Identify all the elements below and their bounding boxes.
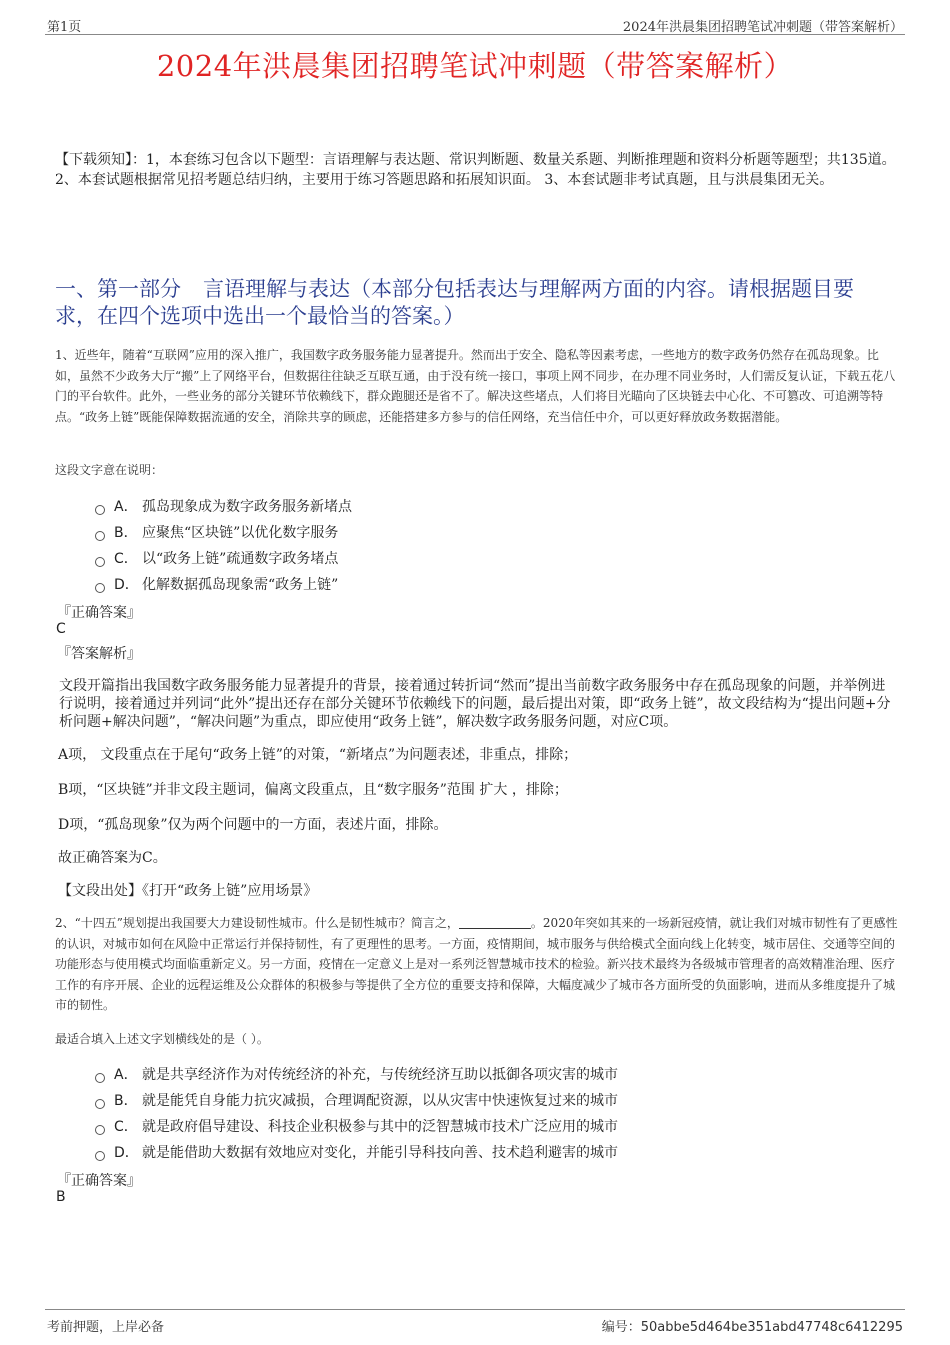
option-b[interactable]: B． 就是能凭自身能力抗灾减损，合理调配资源，以从灾害中快速恢复过来的城市: [95, 1090, 735, 1110]
option-a[interactable]: A． 就是共享经济作为对传统经济的补充，与传统经济互助以抵御各项灾害的城市: [95, 1064, 735, 1084]
radio-icon[interactable]: [95, 1099, 105, 1109]
page-header: [45, 14, 905, 35]
question-1-text: 1、近些年，随着“互联网”应用的深入推广，我国数字政务服务能力显著提升。然而出于安全、隐私等因素考虑，一些地方的数字政务仍然存在孤岛现象。比如，虽然不少政务大厅“搬”上了网络平台，但数据往往缺乏互联互通，由于没有统一接口，事项上网不同步，在办理不同业务时，人们需反复认证，下载五花八门的平台软件。此外，一些业务的部分关键环节依赖线下，群众跑腿还是省不了。解决这些堵点，人们将目光瞄向了区块链去中心化、不可篡改、可追溯等特点。“政务上链”既能保障数据流通的安全，消除共享的顾虑，还能搭建多方参与的信任网络，充当信任中介，可以更好释放政务数据潜能。: [55, 348, 896, 424]
radio-icon[interactable]: [95, 531, 105, 541]
radio-icon[interactable]: [95, 1151, 105, 1161]
correct-answer: C: [56, 621, 66, 637]
question-1-prompt: 这段文字意在说明：: [55, 463, 164, 477]
explain-option-a: A项， 文段重点在于尾句“政务上链”的对策，“新堵点”为问题表述，非重点，排除；: [58, 747, 578, 763]
explain-option-b: B项，“区块链”并非文段主题词，偏离文段重点，且“数字服务”范围 扩大 ，排除；: [58, 782, 568, 798]
option-b[interactable]: B． 应聚焦“区块链”以优化数字服务: [95, 522, 735, 542]
radio-icon[interactable]: [95, 557, 105, 567]
explain-option-d: D项，“孤岛现象”仅为两个问题中的一方面，表述片面，排除。: [58, 817, 448, 833]
option-c[interactable]: C． 以“政务上链”疏通数字政务堵点: [95, 548, 735, 568]
download-notice: 【下载须知】：1，本套练习包含以下题型：言语理解与表达题、常识判断题、数量关系题、判断推理题和资料分析题等题型；共135道。 2、本套试题根据常见招考题总结归纳，主要用于练习答题思路和拓展知识面。 3、本套试题非考试真题，且与洪晨集团无关。: [55, 152, 896, 188]
option-d[interactable]: D． 就是能借助大数据有效地应对变化，并能引导科技向善、技术趋利避害的城市: [95, 1142, 735, 1162]
answer-analysis: 文段开篇指出我国数字政务服务能力显著提升的背景，接着通过转折词“然而”提出当前数字政务服务中存在孤岛现象的问题，并举例进行说明，接着通过并列词“此外”提出还存在部分关键环节依赖线下的问题，最后提出对策，即“政务上链”，故文段结构为“提出问题+分析问题+解决问题”，“解决问题”为重点，即应使用“政务上链”，解决数字政务服务问题，对应C项。: [59, 678, 891, 730]
option-a[interactable]: A． 孤岛现象成为数字政务服务新堵点: [95, 496, 735, 516]
header-doc-title: 2024年洪晨集团招聘笔试冲刺题（带答案解析）: [622, 20, 903, 35]
section-part: 一、第一部分: [55, 277, 181, 301]
fill-blank: [459, 916, 531, 929]
text-source: 【文段出处】《打开“政务上链”应用场景》: [58, 883, 318, 899]
page-title: 2024年洪晨集团招聘笔试冲刺题（带答案解析）: [156, 49, 794, 83]
page-number: 第1页: [47, 20, 82, 35]
conclusion: 故正确答案为C。: [58, 850, 167, 866]
footer-code: 编号：50abbe5d464be351abd47748c6412295: [601, 1320, 903, 1335]
radio-icon[interactable]: [95, 1073, 105, 1083]
radio-icon[interactable]: [95, 505, 105, 515]
option-c[interactable]: C． 就是政府倡导建设、科技企业积极参与其中的泛智慧城市技术广泛应用的城市: [95, 1116, 735, 1136]
question-2-text: 2、“十四五”规划提出我国要大力建设韧性城市。什么是韧性城市？简言之， 。2020年突如其来的一场新冠疫情，就让我们对城市韧性有了更感性的认识，对城市如何在风险中正常运行并保持韧性，有了更理性的思考。一方面，疫情期间，城市服务与供给模式全面向线上化转变，城市居住、交通等空间的功能形态与使用模式均面临重新定义。另一方面，疫情在一定意义上是对一系列泛智慧城市技术的检验。新兴技术最终为各级城市管理者的高效精准治理、医疗工作的有序开展、企业的远程运维及公众群体的积极参与等提供了全方位的重要支持和保障，大幅度减少了城市各方面所受的负面影响，进而从多维度提升了城市的韧性。: [55, 916, 898, 1012]
analysis-label: 『答案解析』: [57, 646, 141, 662]
option-d[interactable]: D． 化解数据孤岛现象需“政务上链”: [95, 574, 735, 594]
question-2-prompt: 最适合填入上述文字划横线处的是（ ）。: [55, 1032, 269, 1046]
section-description: 言语理解与表达（本部分包括表达与理解两方面的内容。请根据题目要求，在四个选项中选出一个最恰当的答案。）: [55, 277, 854, 328]
radio-icon[interactable]: [95, 1125, 105, 1135]
page-footer: [45, 1309, 905, 1334]
correct-answer: B: [56, 1189, 66, 1205]
correct-answer-label: 『正确答案』: [57, 605, 141, 621]
section-heading: [55, 276, 895, 330]
radio-icon[interactable]: [95, 583, 105, 593]
correct-answer-label: 『正确答案』: [57, 1173, 141, 1189]
footer-slogan: 考前押题，上岸必备: [47, 1320, 165, 1335]
